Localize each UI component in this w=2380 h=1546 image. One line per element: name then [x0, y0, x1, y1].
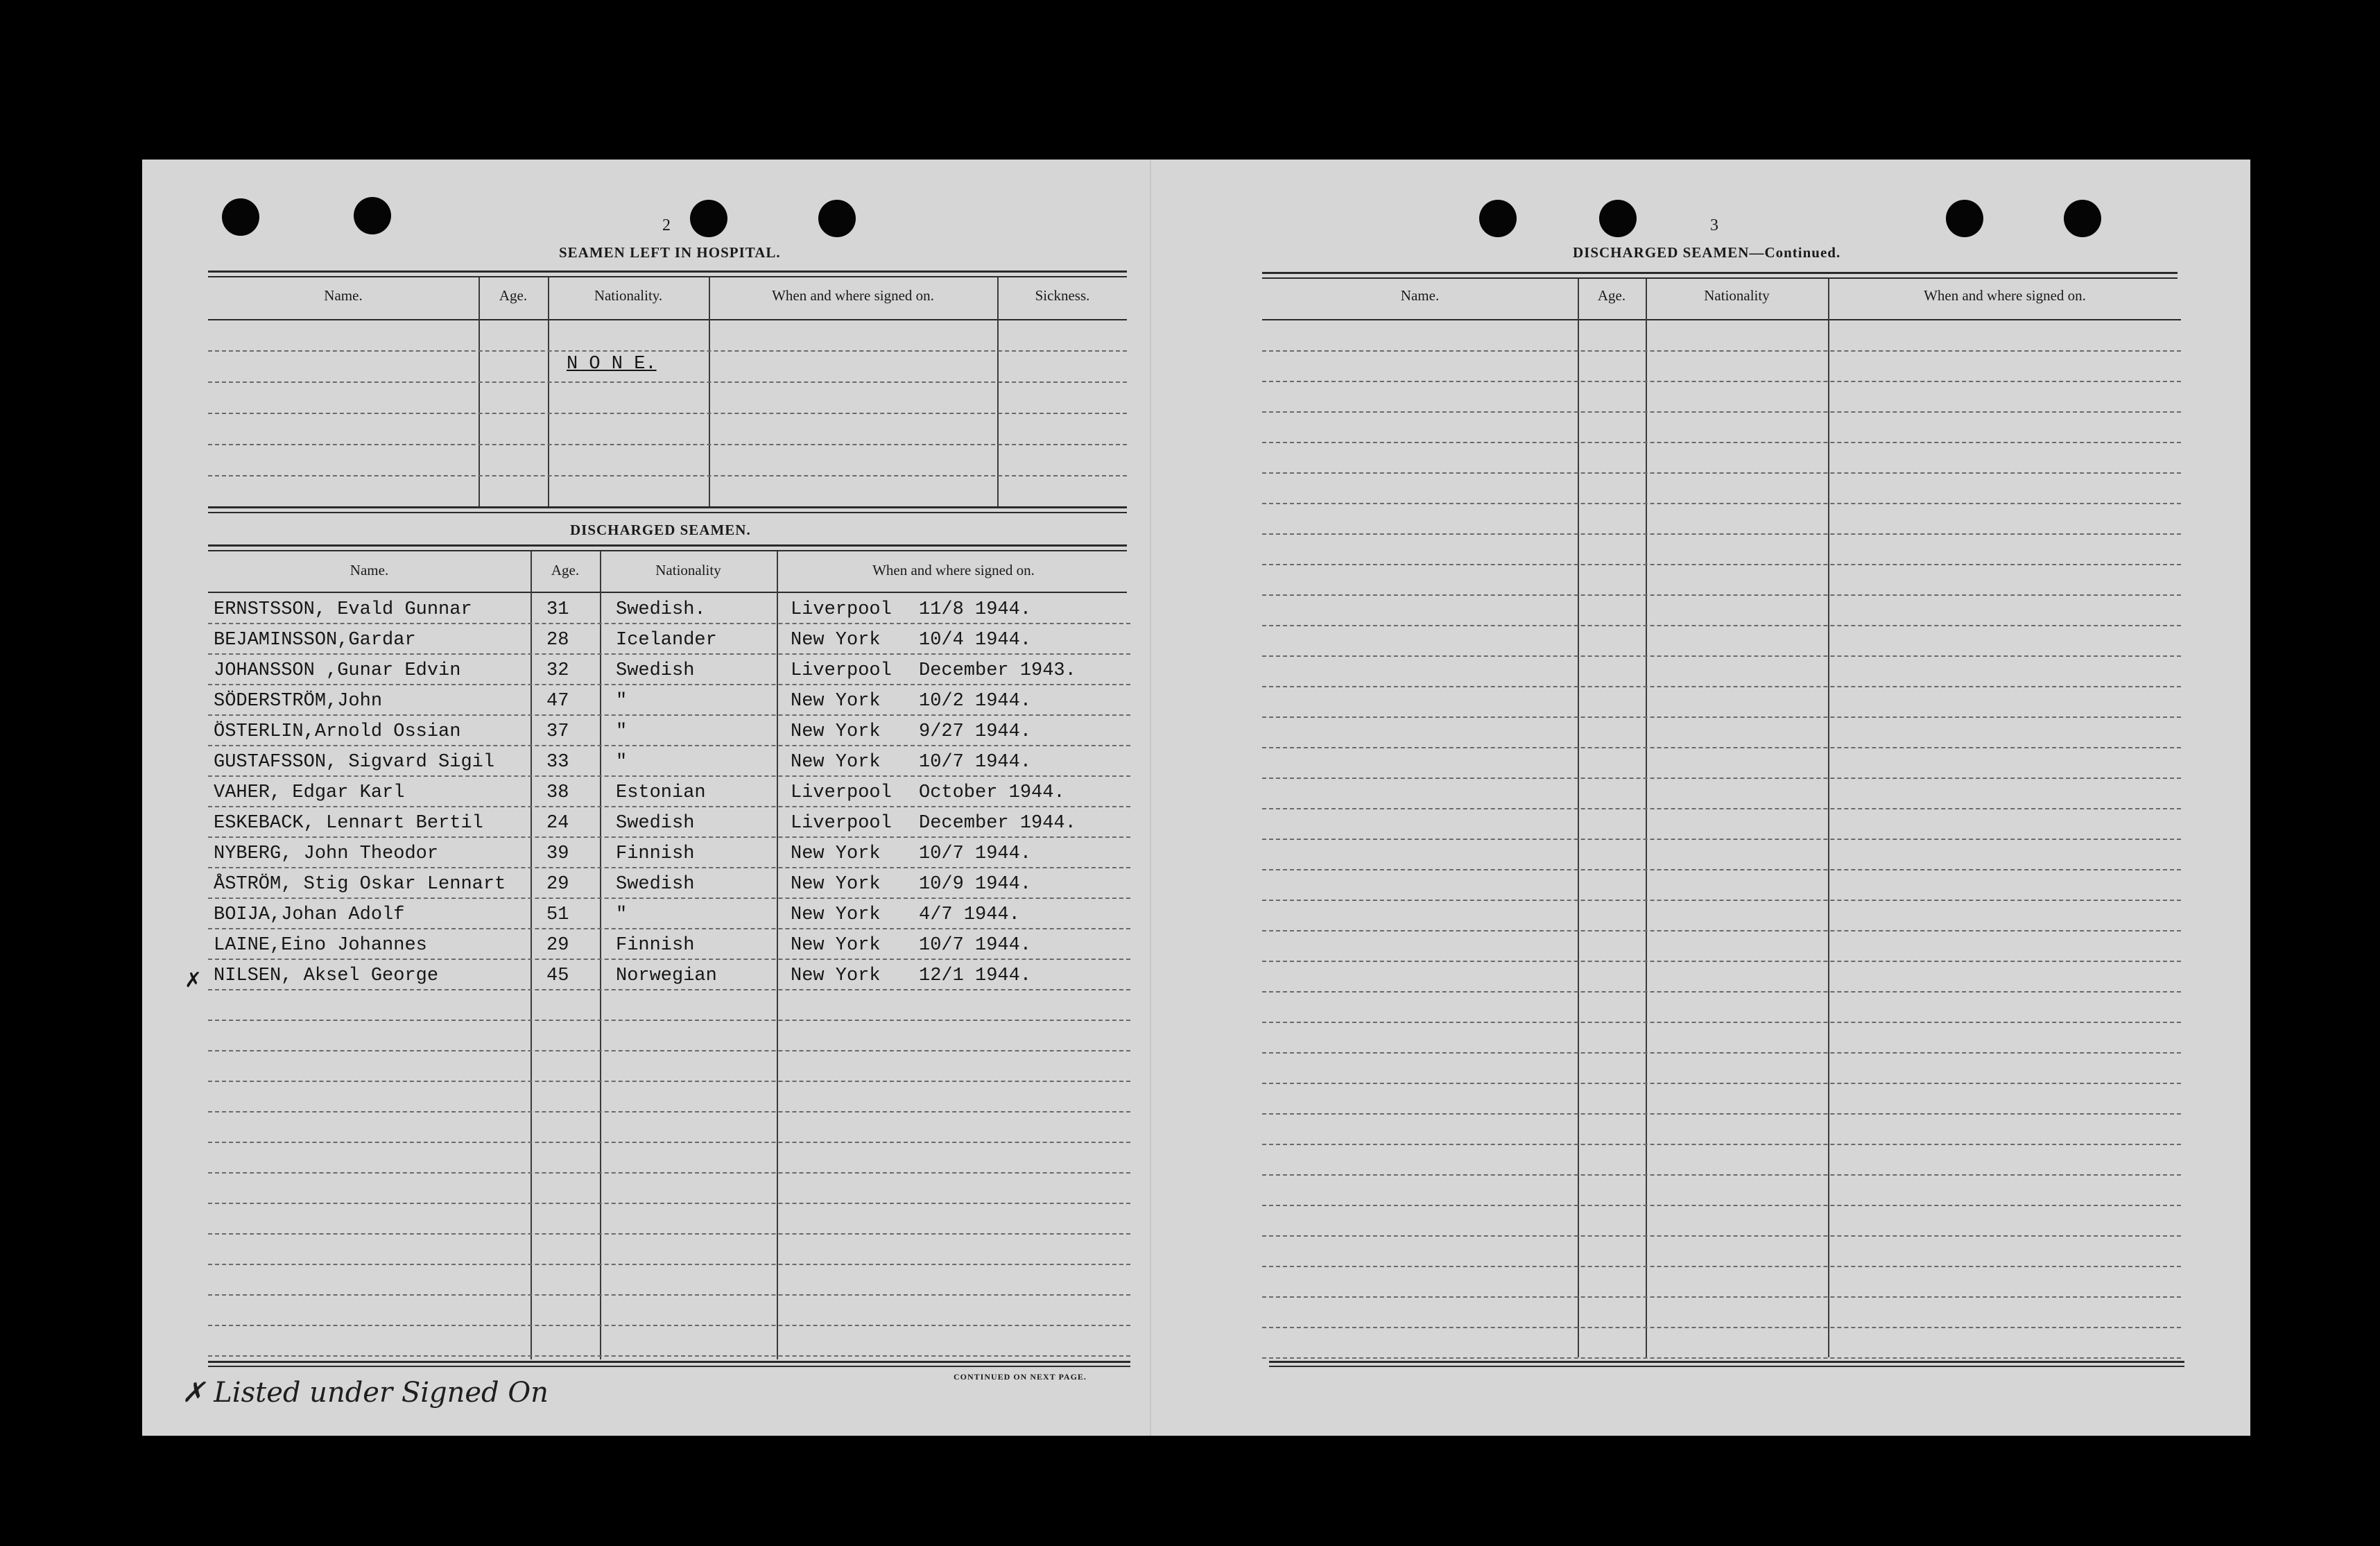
right-row-line — [1262, 503, 2181, 504]
discharged-col-age: Age. — [551, 562, 580, 578]
discharged-row-age: 28 — [546, 630, 569, 651]
hospital-top-rule-2 — [208, 276, 1127, 277]
discharged-col-divider — [777, 551, 778, 1359]
hospital-col-sickness: Sickness. — [1035, 287, 1090, 304]
discharged-row-place: Liverpool — [791, 782, 892, 803]
discharged-row-place: New York — [791, 965, 881, 986]
discharged-row-age: 47 — [546, 691, 569, 712]
right-row-line — [1262, 1113, 2181, 1115]
discharged-row-line — [208, 1325, 1130, 1326]
right-header-rule — [1262, 319, 2181, 320]
hospital-col-divider — [548, 277, 549, 508]
discharged-row-age: 29 — [546, 874, 569, 895]
discharged-row-line — [208, 1142, 1130, 1143]
discharged-row-line — [208, 806, 1130, 807]
discharged-col-divider — [531, 551, 532, 1359]
right-col-nationality: Nationality — [1704, 287, 1770, 304]
right-row-line — [1262, 1266, 2181, 1267]
discharged-row-place: New York — [791, 843, 881, 864]
discharged-row-age: 31 — [546, 599, 569, 620]
discharged-row-name: ÖSTERLIN,Arnold Ossian — [214, 721, 461, 742]
hospital-row-line — [208, 444, 1127, 445]
discharged-row-name: SÖDERSTRÖM,John — [214, 691, 383, 712]
discharged-top-rule — [208, 544, 1127, 547]
punch-hole — [818, 200, 856, 237]
discharged-row-place: New York — [791, 721, 881, 742]
hospital-section-title: SEAMEN LEFT IN HOSPITAL. — [559, 244, 781, 261]
right-row-line — [1262, 747, 2181, 748]
right-row-line — [1262, 1174, 2181, 1176]
right-row-line — [1262, 839, 2181, 840]
discharged-row-nationality: Norwegian — [616, 965, 717, 986]
punch-hole — [690, 200, 727, 237]
discharged-row-line — [208, 1203, 1130, 1204]
right-col-divider — [1646, 279, 1647, 1357]
discharged-row-place: Liverpool — [791, 660, 892, 681]
discharged-row-name: GUSTAFSSON, Sigvard Sigil — [214, 752, 495, 773]
discharged-row-line — [208, 653, 1130, 655]
punch-hole — [1599, 200, 1637, 237]
right-row-line — [1262, 1327, 2181, 1328]
hospital-col-divider — [997, 277, 999, 506]
discharged-row-line — [208, 1020, 1130, 1021]
row-mark: ✗ — [184, 968, 202, 993]
right-row-line — [1262, 716, 2181, 718]
discharged-row-line — [208, 745, 1130, 746]
continued-note: CONTINUED ON NEXT PAGE. — [954, 1372, 1087, 1382]
discharged-row-name: ESKEBACK, Lennart Bertil — [214, 813, 483, 834]
right-col-divider — [1828, 279, 1829, 1357]
discharged-row-age: 24 — [546, 813, 569, 834]
right-section-title: DISCHARGED SEAMEN—Continued. — [1573, 244, 1841, 261]
discharged-bottom-rule — [208, 1361, 1130, 1363]
right-row-line — [1262, 778, 2181, 779]
right-row-line — [1262, 533, 2181, 535]
discharged-row-nationality: " — [616, 721, 628, 742]
discharged-row-line — [208, 1264, 1130, 1265]
hospital-none-entry: N O N E. — [567, 354, 657, 375]
discharged-row-nationality: Swedish — [616, 874, 695, 895]
discharged-row-name: LAINE,Eino Johannes — [214, 935, 427, 956]
discharged-row-line — [208, 1294, 1130, 1296]
discharged-row-date: 10/2 1944. — [919, 691, 1032, 712]
discharged-row-date: 10/4 1944. — [919, 630, 1032, 651]
discharged-row-nationality: Finnish — [616, 843, 695, 864]
discharged-row-age: 45 — [546, 965, 569, 986]
discharged-row-name: ERNSTSSON, Evald Gunnar — [214, 599, 472, 620]
right-row-line — [1262, 625, 2181, 626]
discharged-row-name: ÅSTRÖM, Stig Oskar Lennart — [214, 874, 506, 895]
hospital-row-line — [208, 350, 1127, 352]
punch-hole — [354, 197, 391, 234]
hospital-top-rule — [208, 270, 1127, 273]
discharged-row-age: 32 — [546, 660, 569, 681]
discharged-row-name: BEJAMINSSON,Gardar — [214, 630, 416, 651]
discharged-row-date: 10/9 1944. — [919, 874, 1032, 895]
discharged-row-date: 4/7 1944. — [919, 904, 1020, 925]
hospital-row-line — [208, 381, 1127, 383]
discharged-row-nationality: Estonian — [616, 782, 706, 803]
right-row-line — [1262, 930, 2181, 931]
hospital-row-line — [208, 413, 1127, 414]
discharged-row-nationality: Swedish. — [616, 599, 706, 620]
right-row-line — [1262, 1022, 2181, 1023]
discharged-row-age: 51 — [546, 904, 569, 925]
right-row-line — [1262, 1357, 2181, 1359]
hospital-row-line — [208, 475, 1127, 476]
discharged-row-line — [208, 836, 1130, 838]
page-fold — [1150, 160, 1151, 1436]
discharged-row-name: BOIJA,Johan Adolf — [214, 904, 405, 925]
discharged-row-nationality: " — [616, 752, 628, 773]
discharged-bottom-rule-2 — [208, 1366, 1130, 1367]
right-row-line — [1262, 1052, 2181, 1054]
right-row-line — [1262, 808, 2181, 809]
discharged-col-name: Name. — [350, 562, 389, 578]
discharged-row-line — [208, 623, 1130, 624]
discharged-row-line — [208, 1355, 1130, 1357]
discharged-row-nationality: Swedish — [616, 813, 695, 834]
discharged-row-line — [208, 867, 1130, 868]
hospital-bottom-rule-2 — [208, 512, 1127, 513]
discharged-row-place: New York — [791, 904, 881, 925]
hospital-col-signed-on: When and where signed on. — [772, 287, 934, 304]
discharged-row-line — [208, 1050, 1130, 1051]
right-row-line — [1262, 1144, 2181, 1145]
punch-hole — [1479, 200, 1517, 237]
discharged-row-nationality: Icelander — [616, 630, 717, 651]
discharged-row-date: 10/7 1944. — [919, 752, 1032, 773]
discharged-row-place: Liverpool — [791, 599, 892, 620]
discharged-row-line — [208, 1233, 1130, 1235]
punch-hole — [1946, 200, 1983, 237]
discharged-col-nationality: Nationality — [655, 562, 721, 578]
discharged-row-name: VAHER, Edgar Karl — [214, 782, 405, 803]
hospital-col-age: Age. — [499, 287, 528, 304]
right-row-line — [1262, 564, 2181, 565]
discharged-row-place: New York — [791, 691, 881, 712]
punch-hole — [222, 198, 259, 236]
right-top-rule — [1262, 272, 2178, 274]
hospital-col-nationality: Nationality. — [594, 287, 663, 304]
discharged-col-signed-on: When and where signed on. — [872, 562, 1035, 578]
right-top-rule-2 — [1262, 277, 2178, 279]
right-col-age: Age. — [1597, 287, 1626, 304]
right-row-line — [1262, 686, 2181, 687]
discharged-row-name: NYBERG, John Theodor — [214, 843, 439, 864]
discharged-row-line — [208, 1111, 1130, 1113]
discharged-row-line — [208, 959, 1130, 960]
right-col-name: Name. — [1400, 287, 1440, 304]
discharged-row-line — [208, 684, 1130, 685]
discharged-header-rule — [208, 592, 1127, 593]
hospital-col-name: Name. — [324, 287, 363, 304]
right-row-line — [1262, 900, 2181, 901]
discharged-row-place: Liverpool — [791, 813, 892, 834]
discharged-col-divider — [600, 551, 601, 1359]
discharged-row-age: 38 — [546, 782, 569, 803]
hospital-header-rule — [208, 319, 1127, 320]
right-row-line — [1262, 1296, 2181, 1298]
handwritten-note: ✗ Listed under Signed On — [182, 1377, 549, 1409]
right-col-divider — [1578, 279, 1579, 1357]
right-row-line — [1262, 350, 2181, 352]
right-row-line — [1262, 1235, 2181, 1237]
discharged-row-line — [208, 1172, 1130, 1174]
right-row-line — [1262, 1083, 2181, 1084]
discharged-row-age: 39 — [546, 843, 569, 864]
right-row-line — [1262, 594, 2181, 596]
discharged-row-name: JOHANSSON ,Gunar Edvin — [214, 660, 461, 681]
discharged-row-date: 9/27 1944. — [919, 721, 1032, 742]
discharged-row-line — [208, 989, 1130, 990]
right-row-line — [1262, 1205, 2181, 1206]
right-col-signed-on: When and where signed on. — [1924, 287, 2086, 304]
right-row-line — [1262, 655, 2181, 657]
discharged-row-place: New York — [791, 874, 881, 895]
discharged-row-date: 11/8 1944. — [919, 599, 1032, 620]
discharged-row-line — [208, 714, 1130, 716]
discharged-row-name: NILSEN, Aksel George — [214, 965, 439, 986]
right-row-line — [1262, 381, 2181, 382]
discharged-row-line — [208, 897, 1130, 899]
hospital-bottom-rule — [208, 506, 1127, 508]
discharged-row-place: New York — [791, 630, 881, 651]
right-page-number: 3 — [1710, 216, 1718, 234]
hospital-col-divider — [478, 277, 480, 508]
right-row-line — [1262, 869, 2181, 870]
discharged-top-rule-2 — [208, 550, 1127, 551]
discharged-section-title: DISCHARGED SEAMEN. — [570, 522, 751, 538]
discharged-row-place: New York — [791, 935, 881, 956]
discharged-row-line — [208, 1081, 1130, 1082]
left-page-number: 2 — [662, 216, 671, 234]
discharged-row-date: October 1944. — [919, 782, 1065, 803]
discharged-row-age: 37 — [546, 721, 569, 742]
discharged-row-nationality: Swedish — [616, 660, 695, 681]
right-bottom-rule-2 — [1269, 1366, 2184, 1367]
right-row-line — [1262, 411, 2181, 413]
right-row-line — [1262, 991, 2181, 993]
discharged-row-line — [208, 928, 1130, 929]
right-row-line — [1262, 472, 2181, 474]
discharged-row-date: December 1944. — [919, 813, 1076, 834]
discharged-row-age: 33 — [546, 752, 569, 773]
punch-hole — [2064, 200, 2101, 237]
right-bottom-rule — [1269, 1361, 2184, 1363]
hospital-col-divider — [709, 277, 710, 508]
discharged-row-age: 29 — [546, 935, 569, 956]
discharged-row-nationality: " — [616, 691, 628, 712]
right-row-line — [1262, 442, 2181, 443]
discharged-row-nationality: Finnish — [616, 935, 695, 956]
discharged-row-line — [208, 775, 1130, 777]
right-row-line — [1262, 961, 2181, 962]
discharged-row-place: New York — [791, 752, 881, 773]
discharged-row-nationality: " — [616, 904, 628, 925]
discharged-row-date: 10/7 1944. — [919, 935, 1032, 956]
discharged-row-date: 12/1 1944. — [919, 965, 1032, 986]
discharged-row-date: December 1943. — [919, 660, 1076, 681]
discharged-row-date: 10/7 1944. — [919, 843, 1032, 864]
